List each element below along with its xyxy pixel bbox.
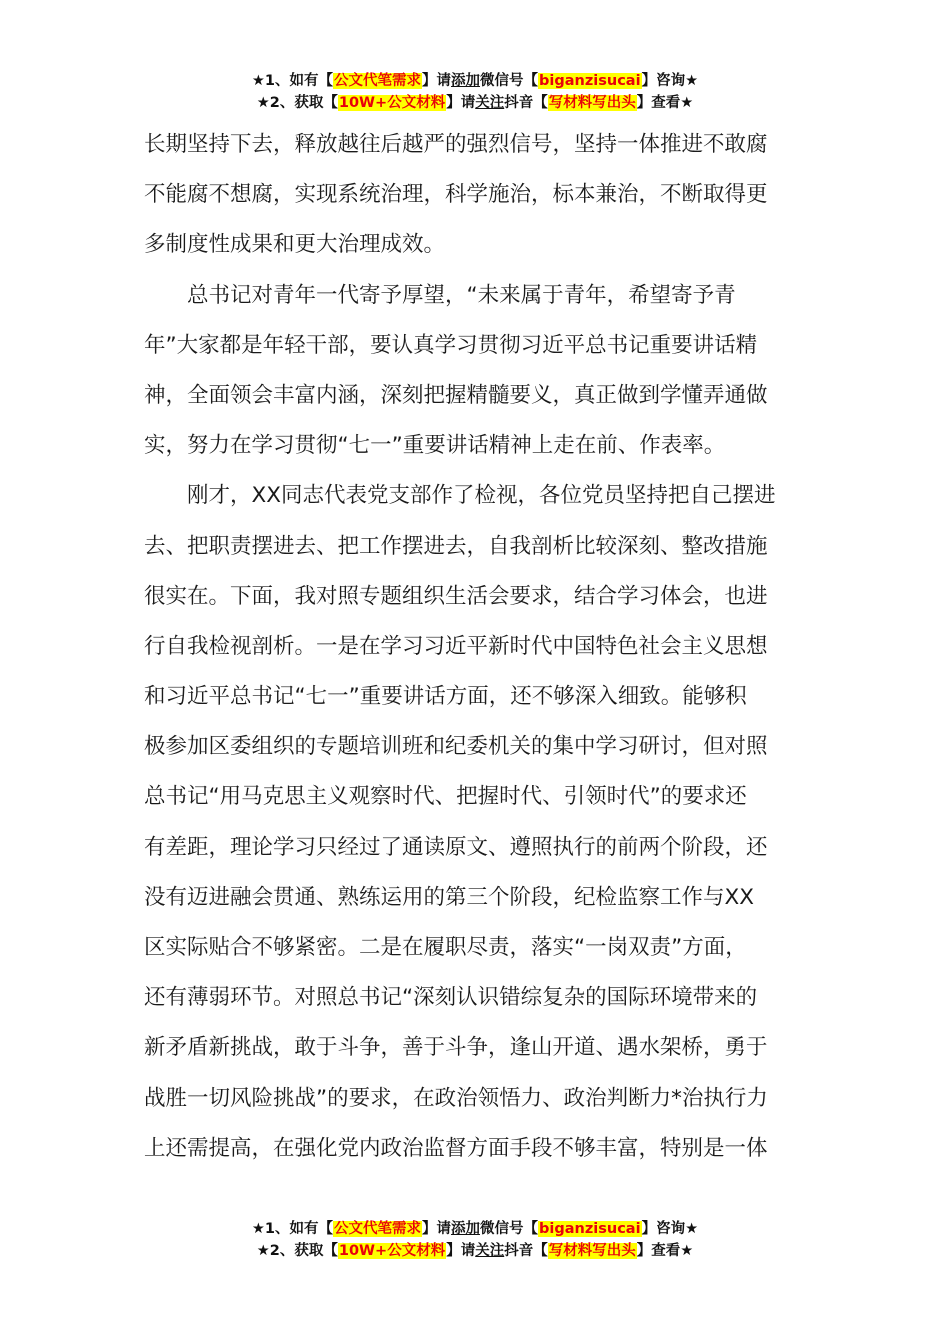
body-line: 战胜一切风险挑战”的要求，在政治领悟力、政治判断力*治执行力 [144, 1085, 768, 1111]
banner-text: 】请 [422, 73, 452, 89]
star-icon: ★ [251, 1221, 265, 1237]
highlight-douyin-id: 写材料写出头 [548, 1243, 636, 1259]
body-line: 很实在。下面，我对照专题组织生活会要求，结合学习体会，也进 [144, 583, 768, 609]
banner-text: 1、如有【 [264, 1221, 334, 1237]
body-line: 不能腐不想腐，实现系统治理，科学施治，标本兼治，不断取得更 [144, 182, 768, 208]
body-line: 实，努力在学习贯彻“七一”重要讲话精神上走在前、作表率。 [144, 433, 726, 459]
body-line: 新矛盾新挑战，敢于斗争，善于斗争，逢山开道、遇水架桥，勇于 [144, 1035, 768, 1061]
document-body [144, 120, 810, 1174]
footer-banner [0, 1218, 950, 1262]
body-line: 行自我检视剖析。一是在学习习近平新时代中国特色社会主义思想 [144, 633, 768, 659]
body-line: 多制度性成果和更大治理成效。 [144, 232, 446, 258]
star-icon: ★ [256, 95, 270, 111]
body-line: 长期坚持下去，释放越往后越严的强烈信号，坚持一体推进不敢腐 [144, 132, 768, 157]
banner-text: 抖音【 [504, 1243, 548, 1259]
body-line: 区实际贴合不够紧密。二是在履职尽责，落实“一岗双责”方面， [144, 935, 747, 960]
highlight-materials: 10W+公文材料 [338, 95, 446, 111]
banner-text: 1、如有【 [264, 73, 334, 89]
body-line: 有差距，理论学习只经过了通读原文、遵照执行的前两个阶段，还 [144, 834, 768, 860]
body-line: 还有薄弱环节。对照总书记“深刻认识错综复杂的国际环境带来的 [144, 985, 758, 1011]
banner-text: 2、获取【 [269, 1243, 338, 1259]
header-banner [0, 70, 950, 114]
banner-text: 抖音【 [504, 95, 548, 111]
underline-follow: 关注 [475, 1243, 505, 1259]
banner-text: 】请 [446, 95, 476, 111]
body-line: 上还需提高，在强化党内政治监督方面手段不够丰富，特别是一体 [144, 1135, 768, 1161]
underline-add: 添加 [451, 1221, 481, 1237]
highlight-materials: 10W+公文材料 [338, 1243, 446, 1259]
banner-line-2 [0, 92, 950, 114]
body-line: 神，全面领会丰富内涵，深刻把握精髓要义，真正做到学懂弄通做 [144, 382, 768, 408]
banner-text: 】查看★ [636, 95, 694, 111]
banner-text: 】咨询★ [641, 1221, 699, 1237]
banner-text: 】请 [446, 1243, 476, 1259]
highlight-wechat-id: biganzisucai [539, 1221, 641, 1237]
banner-text: 】查看★ [636, 1243, 694, 1259]
highlight-wechat-id: biganzisucai [539, 73, 641, 89]
underline-follow: 关注 [475, 95, 505, 111]
banner-line-1 [0, 1218, 950, 1240]
body-line: 年”大家都是年轻干部，要认真学习贯彻习近平总书记重要讲话精 [144, 332, 758, 358]
highlight-service: 公文代笔需求 [334, 1221, 422, 1237]
highlight-douyin-id: 写材料写出头 [548, 95, 636, 111]
body-line: 总书记对青年一代寄予厚望，“未来属于青年，希望寄予青 [144, 282, 736, 308]
body-line: 去、把职责摆进去、把工作摆进去，自我剖析比较深刻、整改措施 [144, 533, 768, 559]
banner-text: 微信号【 [480, 1221, 539, 1237]
body-line: 没有迈进融会贯通、熟练运用的第三个阶段，纪检监察工作与XX [144, 884, 754, 910]
star-icon: ★ [256, 1243, 270, 1259]
banner-line-1 [0, 70, 950, 92]
body-line: 和习近平总书记“七一”重要讲话方面，还不够深入细致。能够积 [144, 684, 747, 710]
body-line: 极参加区委组织的专题培训班和纪委机关的集中学习研讨，但对照 [144, 734, 768, 760]
banner-text: 微信号【 [480, 73, 539, 89]
underline-add: 添加 [451, 73, 481, 89]
highlight-service: 公文代笔需求 [334, 73, 422, 89]
star-icon: ★ [251, 73, 265, 89]
banner-text: 】请 [422, 1221, 452, 1237]
banner-text: 】咨询★ [641, 73, 699, 89]
banner-line-2 [0, 1240, 950, 1262]
body-line: 刚才，XX同志代表党支部作了检视，各位党员坚持把自己摆进 [144, 483, 776, 509]
banner-text: 2、获取【 [269, 95, 338, 111]
body-line: 总书记“用马克思主义观察时代、把握时代、引领时代”的要求还 [144, 784, 747, 810]
